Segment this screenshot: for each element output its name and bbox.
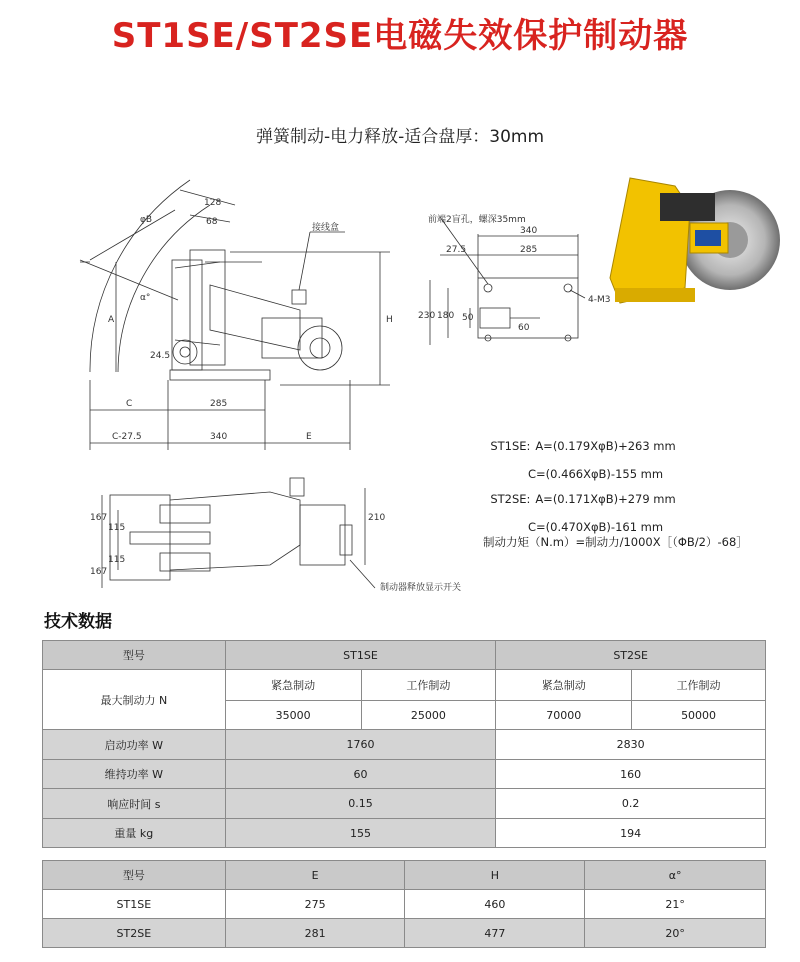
front-holes-note: 前端2盲孔，螺深35mm (428, 215, 526, 225)
dim-340: 340 (210, 432, 228, 442)
cell-emergency: 紧急制动 (225, 670, 361, 701)
torque-note: 制动力矩（N.m）=制动力/1000X［（ΦB/2）-68］ (483, 535, 748, 549)
dim-alpha: α° (140, 293, 151, 303)
top-dim-60: 60 (518, 323, 530, 333)
dim-128: 128 (204, 198, 222, 208)
formula-line: A=(0.179XφB)+263 mm (535, 439, 676, 453)
cell-value: 0.15 (225, 789, 496, 819)
formula-line: C=(0.466XφB)-155 mm (528, 467, 664, 481)
dim-A: A (108, 315, 115, 325)
product-photo (600, 168, 780, 318)
dim-285: 285 (210, 399, 228, 409)
top-dim-340: 340 (520, 226, 538, 236)
plan-dim-210: 210 (368, 513, 386, 523)
cell-value: 21° (585, 890, 766, 919)
plan-dim-167-top: 167 (90, 513, 108, 523)
header-E: E (225, 861, 405, 890)
formula-label: ST1SE: (490, 439, 531, 453)
dim-24-5: 24.5 (150, 351, 171, 361)
release-switch-label: 制动器释放显示开关 (380, 583, 462, 593)
cell-label: 重量 kg (43, 819, 226, 848)
dim-H: H (386, 315, 393, 325)
plan-dim-115-bottom: 115 (108, 555, 126, 565)
table-row (43, 819, 766, 848)
cell-value: 477 (405, 919, 585, 948)
formula-line: A=(0.171XφB)+279 mm (535, 492, 676, 506)
table-row (43, 641, 766, 670)
cell-model-label: 型号 (43, 641, 226, 670)
page-title: ST1SE/ST2SE电磁失效保护制动器 (111, 16, 689, 56)
cell-model: ST1SE (43, 890, 226, 919)
cell-value: 281 (225, 919, 405, 948)
formula-label: ST2SE: (490, 492, 531, 506)
cell-value: 2830 (496, 730, 766, 760)
top-dim-230: 230 (418, 311, 436, 321)
plan-dim-115-top: 115 (108, 523, 126, 533)
table-row (43, 760, 766, 789)
header-H: H (405, 861, 585, 890)
table-row (43, 730, 766, 760)
cell-label: 响应时间 s (43, 789, 226, 819)
junction-box-label: 接线盒 (312, 223, 340, 233)
top-dim-285: 285 (520, 245, 538, 255)
dimension-table (42, 860, 766, 948)
cell-value: 25000 (361, 701, 496, 730)
cell-label: 启动功率 W (43, 730, 226, 760)
cell-st1se: ST1SE (225, 641, 496, 670)
cell-value: 50000 (632, 701, 766, 730)
cell-working: 工作制动 (632, 670, 766, 701)
cell-value: 194 (496, 819, 766, 848)
table-row (43, 890, 766, 919)
cell-value: 70000 (496, 701, 632, 730)
top-dim-180: 180 (437, 311, 455, 321)
cell-value: 35000 (225, 701, 361, 730)
dim-68: 68 (206, 217, 218, 227)
top-dim-27-5: 27.5 (446, 245, 467, 255)
dim-C: C (126, 399, 133, 409)
dim-C-27-5: C-27.5 (112, 432, 142, 442)
header-alpha: α° (585, 861, 766, 890)
cell-emergency: 紧急制动 (496, 670, 632, 701)
cell-value: 1760 (225, 730, 496, 760)
table-row (43, 861, 766, 890)
dim-E: E (306, 432, 312, 442)
cell-value: 60 (225, 760, 496, 789)
dim-phiB: φB (140, 215, 153, 225)
cell-value: 160 (496, 760, 766, 789)
table-row (43, 789, 766, 819)
cell-working: 工作制动 (361, 670, 496, 701)
page-subtitle: 弹簧制动-电力释放-适合盘厚：30mm (255, 127, 545, 147)
cell-st2se: ST2SE (496, 641, 766, 670)
cell-max-force-label: 最大制动力 N (43, 670, 226, 730)
table-row (43, 670, 766, 701)
cell-value: 155 (225, 819, 496, 848)
cell-value: 275 (225, 890, 405, 919)
plan-dim-167-bottom: 167 (90, 567, 108, 577)
header-model: 型号 (43, 861, 226, 890)
tech-data-table (42, 640, 766, 848)
cell-value: 0.2 (496, 789, 766, 819)
cell-label: 维持功率 W (43, 760, 226, 789)
cell-value: 20° (585, 919, 766, 948)
section-title: 技术数据 (44, 612, 112, 632)
formula-line: C=(0.470XφB)-161 mm (528, 520, 664, 534)
cell-value: 460 (405, 890, 585, 919)
cell-model: ST2SE (43, 919, 226, 948)
top-dim-50: 50 (462, 313, 474, 323)
table-row (43, 919, 766, 948)
top-dim-4m: 4-M3 (588, 295, 611, 305)
